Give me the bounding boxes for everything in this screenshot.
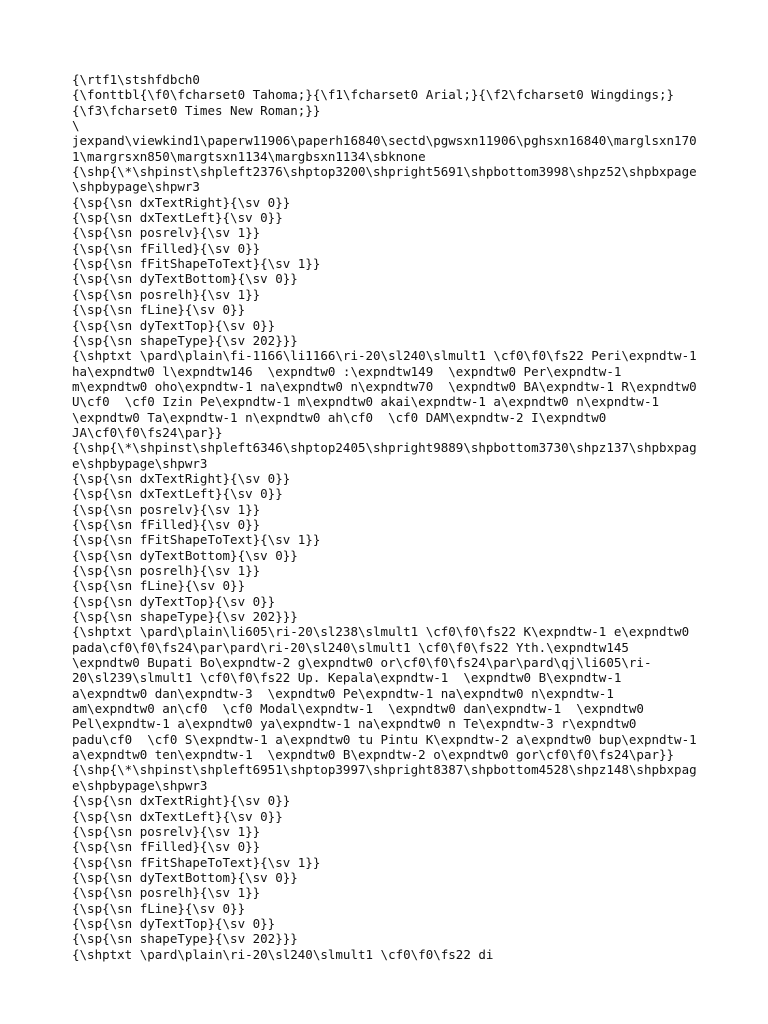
text-line: {\sp{\sn fLine}{\sv 0}} — [72, 302, 246, 318]
text-line: {\rtf1\stshfdbch0 — [72, 72, 200, 87]
text-line: {\sp{\sn posrelh}{\sv 1}} — [72, 563, 261, 578]
text-line: {\sp{\sn dxTextLeft}{\sv 0}} — [72, 210, 283, 226]
text-line: {\sp{\sn dxTextLeft}{\sv 0}} — [72, 808, 283, 824]
text-line: {\sp{\sn posrelv}{\sv 1}} — [72, 501, 261, 517]
text-line: ha\expndtw0 l\expndtw146 \expndtw0 :\expndtw149 \expndtw0 Per\expndtw-1 — [72, 363, 622, 379]
text-line: \ — [72, 118, 80, 134]
text-line: {\sp{\sn fFitShapeToText}{\sv 1}} — [72, 532, 321, 548]
text-line: {\shptxt \pard\plain\fi-1166\li1166\ri-20\sl240\slmult1 \cf0\f0\fs22 Peri\expndtw-1 — [72, 348, 697, 364]
text-line: pada\cf0\f0\fs24\par\pard\ri-20\sl240\slmult1 \cf0\f0\fs22 Yth.\expndtw145 — [72, 639, 629, 655]
text-line: {\sp{\sn shapeType}{\sv 202}}} — [72, 609, 298, 625]
text-line: {\sp{\sn posrelv}{\sv 1}} — [72, 225, 261, 241]
text-line: Pel\expndtw-1 a\expndtw0 ya\expndtw-1 na\expndtw0 n Te\expndtw-3 r\expndtw0 — [72, 716, 637, 732]
text-line: {\sp{\sn fLine}{\sv 0}} — [72, 578, 246, 594]
text-line: 20\sl239\slmult1 \cf0\f0\fs22 Up. Kepala\expndtw-1 \expndtw0 B\expndtw-1 — [72, 670, 622, 686]
text-line: {\shp{\*\shpinst\shpleft6346\shptop2405\shpright9889\shpbottom3730\shpz137\shpbxpag — [72, 440, 697, 456]
text-line: {\shptxt \pard\plain\li605\ri-20\sl238\slmult1 \cf0\f0\fs22 K\expndtw-1 e\expndtw0 — [72, 624, 690, 640]
text-line: \expndtw0 Ta\expndtw-1 n\expndtw0 ah\cf0 \cf0 DAM\expndtw-2 I\expndtw0 — [72, 409, 607, 425]
text-line: {\shp{\*\shpinst\shpleft6951\shptop3997\shpright8387\shpbottom4528\shpz148\shpbxpag — [72, 762, 697, 778]
text-line: \shpbypage\shpwr3 — [72, 179, 200, 195]
text-line: U\cf0 \cf0 Izin Pe\expndtw-1 m\expndtw0 akai\expndtw-1 a\expndtw0 n\expndtw-1 — [72, 394, 659, 410]
text-line: jexpand\viewkind1\paperw11906\paperh16840\sectd\pgwsxn11906\pghsxn16840\marglsxn170 — [72, 133, 697, 149]
text-line: {\sp{\sn shapeType}{\sv 202}}} — [72, 332, 298, 348]
text-line: {\f3\fcharset0 Times New Roman;}} — [72, 102, 321, 118]
text-line: {\sp{\sn dyTextTop}{\sv 0}} — [72, 593, 276, 609]
text-line: {\sp{\sn posrelh}{\sv 1}} — [72, 885, 261, 901]
text-line: a\expndtw0 ten\expndtw-1 \expndtw0 B\expndtw-2 o\expndtw0 gor\cf0\f0\fs24\par}} — [72, 747, 675, 763]
text-line: e\shpbypage\shpwr3 — [72, 777, 208, 793]
text-line: a\expndtw0 dan\expndtw-3 \expndtw0 Pe\expndtw-1 na\expndtw0 n\expndtw-1 — [72, 685, 614, 701]
text-line: e\shpbypage\shpwr3 — [72, 455, 208, 471]
text-line: m\expndtw0 oho\expndtw-1 na\expndtw0 n\expndtw70 \expndtw0 BA\expndtw-1 R\expndtw0 — [72, 378, 697, 394]
text-line: am\expndtw0 an\cf0 \cf0 Modal\expndtw-1 \expndtw0 dan\expndtw-1 \expndtw0 — [72, 701, 644, 717]
text-line: \expndtw0 Bupati Bo\expndtw-2 g\expndtw0 or\cf0\f0\fs24\par\pard\qj\li605\ri- — [72, 655, 652, 671]
text-line: padu\cf0 \cf0 S\expndtw-1 a\expndtw0 tu Pintu K\expndtw-2 a\expndtw0 bup\expndtw-1 — [72, 731, 697, 747]
text-line: {\shptxt \pard\plain\ri-20\sl240\slmult1 \cf0\f0\fs22 di — [72, 946, 494, 962]
rtf-source-text — [72, 72, 702, 962]
text-line: {\sp{\sn posrelh}{\sv 1}} — [72, 286, 261, 302]
text-line: {\sp{\sn shapeType}{\sv 202}}} — [72, 931, 298, 947]
text-line: {\shp{\*\shpinst\shpleft2376\shptop3200\shpright5691\shpbottom3998\shpz52\shpbxpage — [72, 164, 697, 180]
text-line: {\sp{\sn fFilled}{\sv 0}} — [72, 240, 261, 256]
text-line: {\fonttbl{\f0\fcharset0 Tahoma;}{\f1\fcharset0 Arial;}{\f2\fcharset0 Wingdings;} — [72, 87, 675, 103]
text-line: {\sp{\sn dyTextTop}{\sv 0}} — [72, 317, 276, 333]
text-line: {\sp{\sn dyTextBottom}{\sv 0}} — [72, 869, 298, 885]
text-line: {\sp{\sn fFilled}{\sv 0}} — [72, 516, 261, 532]
text-line: {\sp{\sn dyTextBottom}{\sv 0}} — [72, 271, 298, 287]
text-line: 1\margrsxn850\margtsxn1134\margbsxn1134\sbknone — [72, 148, 426, 164]
text-line: {\sp{\sn fFilled}{\sv 0}} — [72, 839, 261, 855]
text-line: {\sp{\sn dyTextTop}{\sv 0}} — [72, 915, 276, 931]
text-line: {\sp{\sn fFitShapeToText}{\sv 1}} — [72, 256, 321, 272]
text-line: {\sp{\sn fLine}{\sv 0}} — [72, 900, 246, 916]
text-line: {\sp{\sn dxTextRight}{\sv 0}} — [72, 793, 291, 809]
text-line: {\sp{\sn dxTextRight}{\sv 0}} — [72, 194, 291, 210]
text-line: {\sp{\sn posrelv}{\sv 1}} — [72, 823, 261, 839]
text-line: {\sp{\sn fFitShapeToText}{\sv 1}} — [72, 854, 321, 870]
text-line: {\sp{\sn dxTextLeft}{\sv 0}} — [72, 486, 283, 502]
text-line: JA\cf0\f0\fs24\par}} — [72, 424, 223, 440]
text-line: {\sp{\sn dyTextBottom}{\sv 0}} — [72, 547, 298, 563]
text-line: {\sp{\sn dxTextRight}{\sv 0}} — [72, 470, 291, 486]
